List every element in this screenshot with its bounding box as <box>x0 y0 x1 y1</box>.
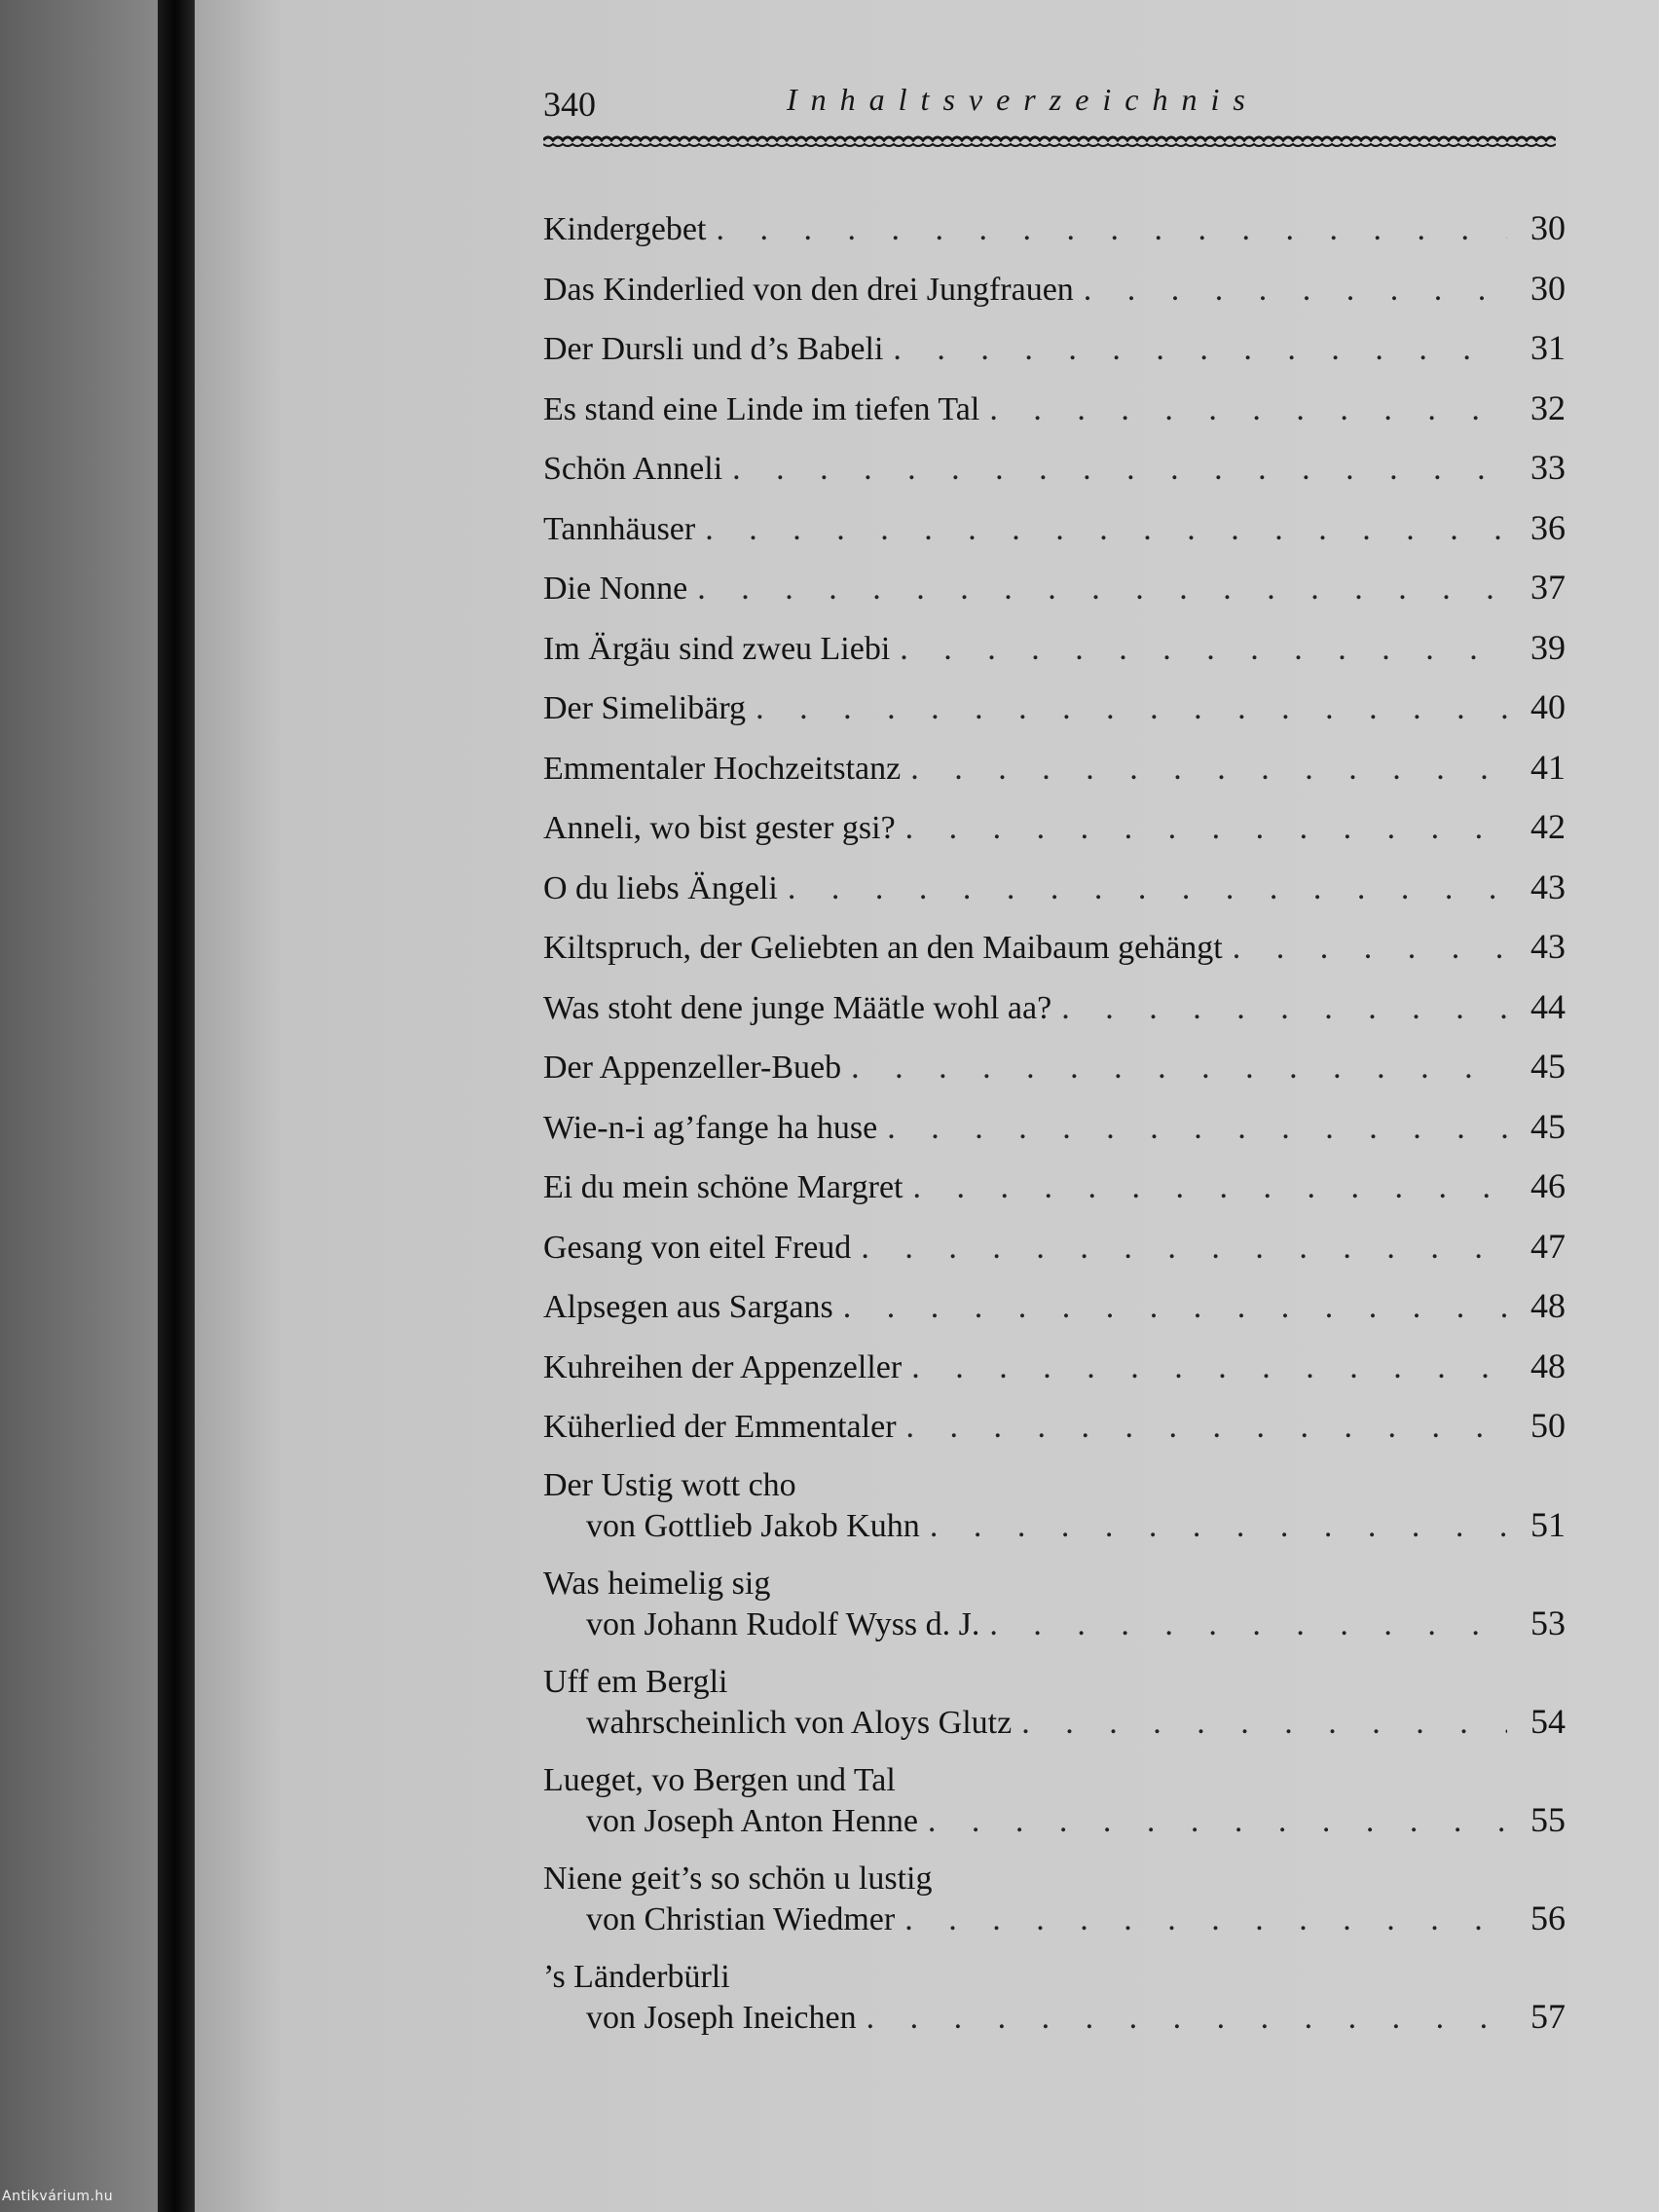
entry-title: Der Ustig wott cho <box>543 1466 796 1503</box>
dot-leader <box>904 1900 1507 1939</box>
dot-leader <box>866 1999 1507 2038</box>
toc-entry-with-author[interactable] <box>543 1958 1566 2056</box>
dot-leader <box>843 1288 1507 1327</box>
toc-entry-with-author[interactable] <box>543 1663 1566 1761</box>
toc-entry[interactable] <box>543 867 1566 928</box>
toc-entry[interactable] <box>543 628 1566 688</box>
dot-leader <box>911 1348 1507 1387</box>
toc-entry-with-author[interactable] <box>543 1565 1566 1663</box>
dot-leader <box>861 1229 1507 1268</box>
entry-title: O du liebs Ängeli <box>543 869 778 906</box>
dot-leader <box>851 1049 1507 1088</box>
entry-page: 33 <box>1530 448 1566 487</box>
entry-title: Gesang von eitel Freud <box>543 1229 852 1266</box>
dot-leader <box>893 330 1507 369</box>
entry-title: Lueget, vo Bergen und Tal <box>543 1761 896 1798</box>
toc-entry[interactable] <box>543 1107 1566 1167</box>
toc-entry[interactable] <box>543 807 1566 867</box>
toc-entry[interactable] <box>543 1346 1566 1407</box>
dot-leader <box>1061 989 1507 1028</box>
entry-title: Schön Anneli <box>543 451 723 487</box>
dot-leader <box>716 210 1507 249</box>
entry-title: Was heimelig sig <box>543 1565 771 1602</box>
entry-page: 32 <box>1530 387 1566 427</box>
entry-page: 45 <box>1530 1106 1566 1146</box>
entry-title: ’s Länderbürli <box>543 1958 730 1995</box>
entry-title: Emmentaler Hochzeitstanz <box>543 750 902 787</box>
dot-leader <box>905 809 1507 848</box>
toc-entry[interactable] <box>543 687 1566 748</box>
entry-title: Der Simelibärg <box>543 690 747 726</box>
dot-leader <box>697 570 1507 608</box>
entry-page: 54 <box>1530 1701 1566 1741</box>
toc-entry[interactable] <box>543 927 1566 987</box>
entry-title: Anneli, wo bist gester gsi? <box>543 810 896 846</box>
dot-leader <box>989 1605 1507 1644</box>
dot-leader <box>788 869 1507 908</box>
entry-title: Tannhäuser <box>543 510 696 547</box>
entry-page: 39 <box>1530 627 1566 667</box>
entry-author: von Joseph Ineichen <box>586 1999 857 2036</box>
entry-page: 51 <box>1530 1504 1566 1544</box>
entry-title: Der Dursli und d’s Babeli <box>543 331 884 367</box>
toc-entry[interactable] <box>543 1227 1566 1287</box>
dot-leader <box>756 689 1507 728</box>
toc-entry[interactable] <box>543 1047 1566 1107</box>
entry-page: 43 <box>1530 927 1566 966</box>
entry-title: Uff em Bergli <box>543 1663 728 1700</box>
decorative-wave-rule <box>543 132 1556 148</box>
dot-leader <box>1233 929 1507 968</box>
entry-title: Alpsegen aus Sargans <box>543 1289 833 1325</box>
entry-page: 40 <box>1530 687 1566 726</box>
entry-title: Kiltspruch, der Geliebten an den Maibaum gehängt <box>543 930 1223 966</box>
toc-entry[interactable] <box>543 208 1566 269</box>
book-left-margin <box>0 0 167 2212</box>
entry-title: Kuhreihen der Appenzeller <box>543 1348 903 1385</box>
toc-entry[interactable] <box>543 987 1566 1048</box>
toc-entry[interactable] <box>543 388 1566 449</box>
dot-leader <box>989 390 1507 429</box>
watermark: Antikvárium.hu <box>2 2189 114 2204</box>
entry-author: von Joseph Anton Henne <box>586 1802 918 1839</box>
entry-page: 43 <box>1530 866 1566 906</box>
toc-entry[interactable] <box>543 748 1566 808</box>
entry-title: Kindergebet <box>543 211 707 247</box>
dot-leader <box>705 510 1507 549</box>
entry-title: Im Ärgäu sind zweu Liebi <box>543 630 891 667</box>
entry-title: Das Kinderlied von den drei Jungfrauen <box>543 271 1074 308</box>
entry-page: 56 <box>1530 1898 1566 1937</box>
dot-leader <box>1021 1704 1507 1743</box>
toc-entry[interactable] <box>543 568 1566 628</box>
book-spine <box>158 0 197 2212</box>
entry-title: Der Appenzeller-Bueb <box>543 1050 842 1086</box>
entry-page: 31 <box>1530 328 1566 367</box>
page-header <box>543 82 1558 124</box>
entry-title: Die Nonne <box>543 571 688 607</box>
entry-author: wahrscheinlich von Aloys Glutz <box>586 1704 1013 1741</box>
entry-page: 30 <box>1530 208 1566 247</box>
entry-author: von Christian Wiedmer <box>586 1900 896 1937</box>
entry-page: 44 <box>1530 986 1566 1026</box>
table-of-contents <box>543 208 1566 2056</box>
entry-page: 50 <box>1530 1406 1566 1445</box>
dot-leader <box>732 450 1507 489</box>
entry-page: 42 <box>1530 807 1566 846</box>
toc-entry[interactable] <box>543 508 1566 569</box>
entry-page: 46 <box>1530 1166 1566 1205</box>
dot-leader <box>1084 271 1507 310</box>
entry-page: 47 <box>1530 1226 1566 1266</box>
page-number: 340 <box>543 85 596 124</box>
entry-page: 30 <box>1530 268 1566 308</box>
entry-page: 48 <box>1530 1286 1566 1325</box>
entry-page: 55 <box>1530 1799 1566 1839</box>
entry-title: Ei du mein schöne Margret <box>543 1169 903 1205</box>
entry-page: 53 <box>1530 1603 1566 1642</box>
entry-page: 45 <box>1530 1047 1566 1086</box>
dot-leader <box>900 630 1507 669</box>
dot-leader <box>930 1507 1507 1546</box>
entry-page: 37 <box>1530 568 1566 607</box>
toc-entry[interactable] <box>543 1286 1566 1346</box>
entry-title: Wie-n-i ag’fange ha huse <box>543 1109 878 1146</box>
entry-title: Es stand eine Linde im tiefen Tal <box>543 390 980 427</box>
toc-entry-with-author[interactable] <box>543 1761 1566 1860</box>
toc-entry[interactable] <box>543 328 1566 388</box>
entry-page: 48 <box>1530 1346 1566 1385</box>
toc-entry-with-author[interactable] <box>543 1466 1566 1565</box>
toc-entry-with-author[interactable] <box>543 1860 1566 1958</box>
running-title: Inhaltsverzeichnis <box>787 82 1259 117</box>
dot-leader <box>928 1802 1507 1841</box>
toc-entry[interactable] <box>543 1166 1566 1227</box>
entry-author: von Gottlieb Jakob Kuhn <box>586 1507 920 1544</box>
dot-leader <box>887 1109 1507 1148</box>
toc-entry[interactable] <box>543 1406 1566 1466</box>
entry-page: 41 <box>1530 747 1566 787</box>
entry-author: von Johann Rudolf Wyss d. J. <box>586 1605 980 1642</box>
entry-title: Küherlied der Emmentaler <box>543 1409 897 1445</box>
entry-page: 36 <box>1530 507 1566 547</box>
dot-leader <box>913 1168 1507 1207</box>
toc-entry[interactable] <box>543 269 1566 329</box>
entry-title: Was stoht dene junge Määtle wohl aa? <box>543 989 1052 1026</box>
toc-entry[interactable] <box>543 448 1566 508</box>
dot-leader <box>906 1408 1507 1447</box>
dot-leader <box>910 750 1507 789</box>
entry-title: Niene geit’s so schön u lustig <box>543 1860 933 1897</box>
entry-page: 57 <box>1530 1996 1566 2036</box>
